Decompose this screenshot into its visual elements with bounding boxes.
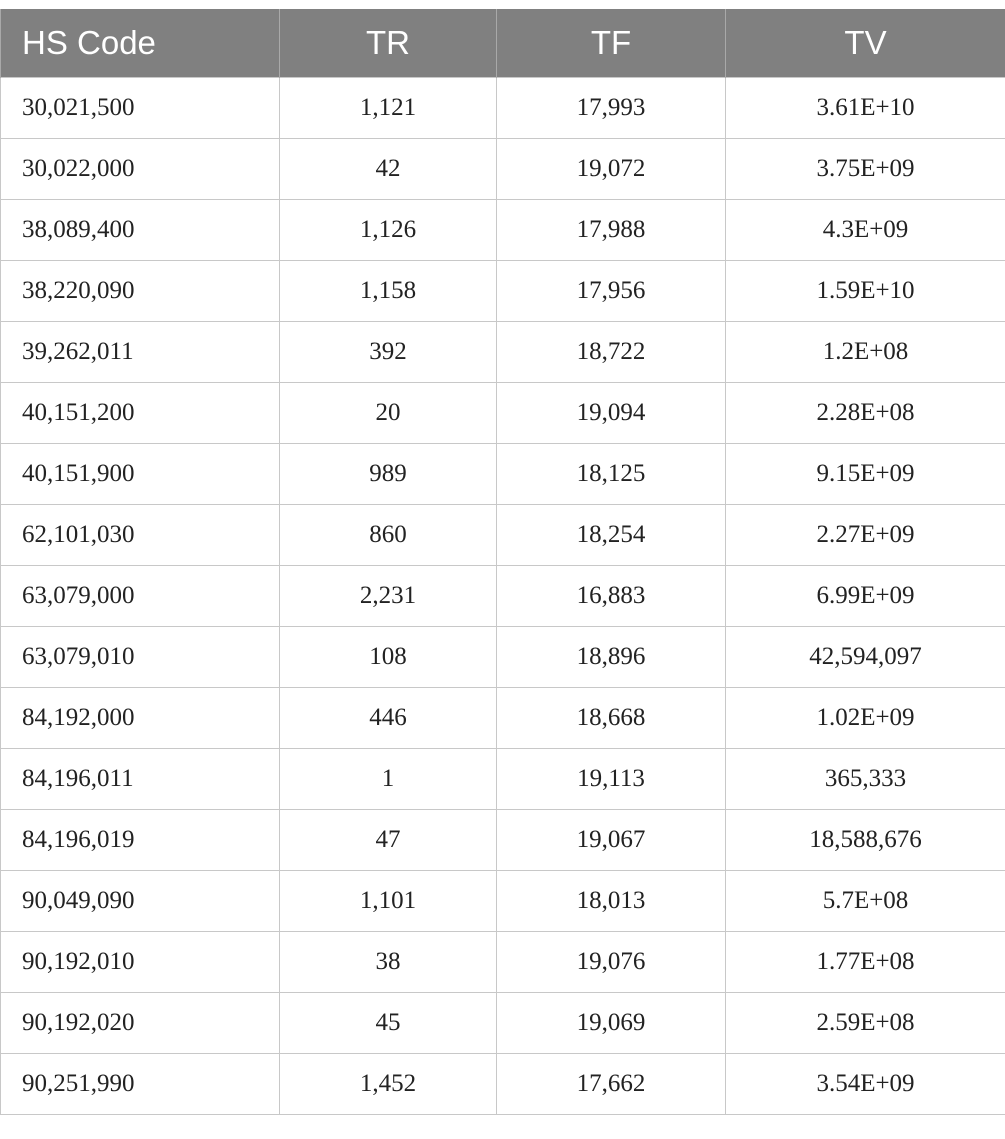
- tv-cell: 42,594,097: [726, 627, 1005, 688]
- tv-cell: 2.59E+08: [726, 993, 1005, 1054]
- tr-cell: 2,231: [280, 566, 497, 627]
- table-row: [1, 688, 1005, 749]
- tf-cell: 17,993: [497, 78, 726, 139]
- hs-code-cell: 38,089,400: [1, 200, 280, 261]
- hs-code-cell: 84,196,019: [1, 810, 280, 871]
- table-row: [1, 200, 1005, 261]
- tv-cell: 1.2E+08: [726, 322, 1005, 383]
- tf-cell: 19,069: [497, 993, 726, 1054]
- hs-code-cell: 40,151,900: [1, 444, 280, 505]
- table-row: [1, 383, 1005, 444]
- tv-cell: 1.59E+10: [726, 261, 1005, 322]
- tf-cell: 19,094: [497, 383, 726, 444]
- table-row: [1, 261, 1005, 322]
- tr-cell: 38: [280, 932, 497, 993]
- hs-code-table: [0, 9, 1005, 1115]
- header-tr: TR: [280, 9, 497, 78]
- tv-cell: 1.77E+08: [726, 932, 1005, 993]
- tf-cell: 18,125: [497, 444, 726, 505]
- tf-cell: 18,722: [497, 322, 726, 383]
- tr-cell: 45: [280, 993, 497, 1054]
- tr-cell: 20: [280, 383, 497, 444]
- hs-code-cell: 30,022,000: [1, 139, 280, 200]
- hs-code-cell: 84,192,000: [1, 688, 280, 749]
- tr-cell: 1,101: [280, 871, 497, 932]
- tf-cell: 18,254: [497, 505, 726, 566]
- table-row: [1, 139, 1005, 200]
- table-row: [1, 1054, 1005, 1115]
- hs-code-cell: 90,049,090: [1, 871, 280, 932]
- tr-cell: 1,126: [280, 200, 497, 261]
- table-body: [1, 78, 1005, 1115]
- tr-cell: 47: [280, 810, 497, 871]
- hs-code-cell: 90,192,020: [1, 993, 280, 1054]
- header-row: [1, 9, 1005, 78]
- tr-cell: 108: [280, 627, 497, 688]
- tf-cell: 19,072: [497, 139, 726, 200]
- tf-cell: 19,076: [497, 932, 726, 993]
- table-row: [1, 78, 1005, 139]
- tr-cell: 1: [280, 749, 497, 810]
- tv-cell: 4.3E+09: [726, 200, 1005, 261]
- hs-code-cell: 62,101,030: [1, 505, 280, 566]
- hs-code-cell: 38,220,090: [1, 261, 280, 322]
- table-row: [1, 871, 1005, 932]
- tr-cell: 989: [280, 444, 497, 505]
- tr-cell: 860: [280, 505, 497, 566]
- tf-cell: 16,883: [497, 566, 726, 627]
- tv-cell: 2.27E+09: [726, 505, 1005, 566]
- table-row: [1, 932, 1005, 993]
- table-header: [1, 9, 1005, 78]
- tv-cell: 6.99E+09: [726, 566, 1005, 627]
- tv-cell: 1.02E+09: [726, 688, 1005, 749]
- tv-cell: 3.61E+10: [726, 78, 1005, 139]
- header-tf: TF: [497, 9, 726, 78]
- tf-cell: 19,113: [497, 749, 726, 810]
- tr-cell: 42: [280, 139, 497, 200]
- table-row: [1, 810, 1005, 871]
- hs-code-cell: 63,079,000: [1, 566, 280, 627]
- hs-code-cell: 30,021,500: [1, 78, 280, 139]
- tr-cell: 1,121: [280, 78, 497, 139]
- table-row: [1, 566, 1005, 627]
- tf-cell: 19,067: [497, 810, 726, 871]
- hs-code-cell: 39,262,011: [1, 322, 280, 383]
- table-row: [1, 322, 1005, 383]
- tf-cell: 17,988: [497, 200, 726, 261]
- hs-code-cell: 40,151,200: [1, 383, 280, 444]
- tv-cell: 365,333: [726, 749, 1005, 810]
- table-row: [1, 993, 1005, 1054]
- tr-cell: 446: [280, 688, 497, 749]
- header-hs-code: HS Code: [1, 9, 280, 78]
- tv-cell: 3.54E+09: [726, 1054, 1005, 1115]
- tf-cell: 18,013: [497, 871, 726, 932]
- tf-cell: 17,662: [497, 1054, 726, 1115]
- tf-cell: 18,896: [497, 627, 726, 688]
- tv-cell: 2.28E+08: [726, 383, 1005, 444]
- header-tv: TV: [726, 9, 1005, 78]
- tr-cell: 1,452: [280, 1054, 497, 1115]
- hs-code-cell: 84,196,011: [1, 749, 280, 810]
- tv-cell: 3.75E+09: [726, 139, 1005, 200]
- tv-cell: 9.15E+09: [726, 444, 1005, 505]
- table-row: [1, 627, 1005, 688]
- table-row: [1, 444, 1005, 505]
- hs-code-cell: 90,192,010: [1, 932, 280, 993]
- tr-cell: 392: [280, 322, 497, 383]
- hs-code-cell: 63,079,010: [1, 627, 280, 688]
- tr-cell: 1,158: [280, 261, 497, 322]
- tf-cell: 17,956: [497, 261, 726, 322]
- tf-cell: 18,668: [497, 688, 726, 749]
- data-table-container: [0, 9, 1005, 1115]
- table-row: [1, 505, 1005, 566]
- table-row: [1, 749, 1005, 810]
- hs-code-cell: 90,251,990: [1, 1054, 280, 1115]
- tv-cell: 5.7E+08: [726, 871, 1005, 932]
- tv-cell: 18,588,676: [726, 810, 1005, 871]
